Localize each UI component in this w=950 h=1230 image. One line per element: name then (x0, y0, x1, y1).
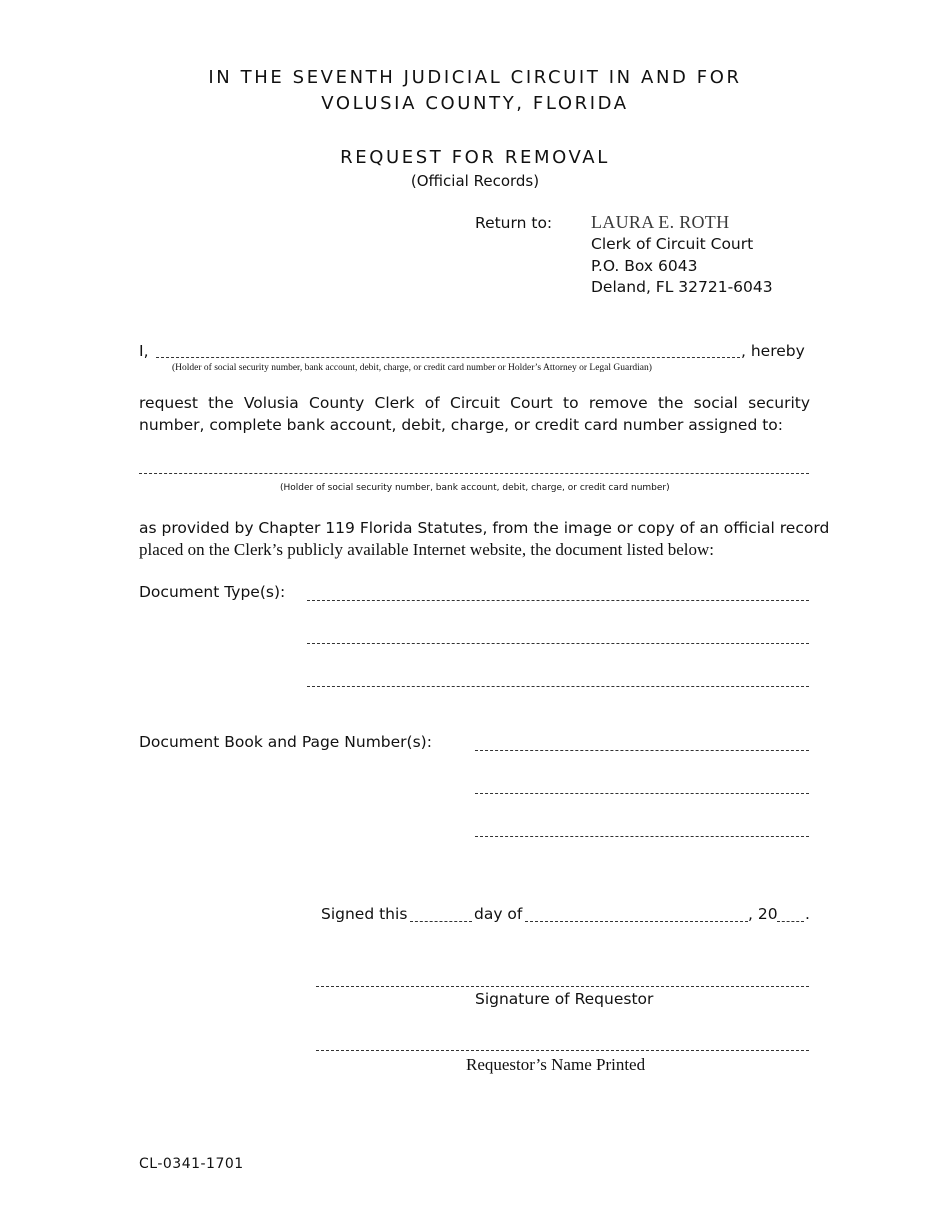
clerk-office: Clerk of Circuit Court (591, 235, 754, 253)
book-page-line-3[interactable] (475, 836, 809, 837)
signed-this-label: Signed this (321, 905, 408, 923)
declaration-suffix: , hereby (741, 342, 805, 360)
return-to-label: Return to: (475, 214, 553, 232)
assignee-caption: (Holder of social security number, bank account, debit, charge, or credit card number) (280, 483, 670, 493)
year-prefix: , 20 (748, 905, 778, 923)
book-page-line-2[interactable] (475, 793, 809, 794)
document-type-line-3[interactable] (307, 686, 809, 687)
document-type-line-2[interactable] (307, 643, 809, 644)
form-subtitle: (Official Records) (410, 172, 540, 190)
printed-name-caption: Requestor’s Name Printed (466, 1055, 646, 1074)
signature-caption: Signature of Requestor (475, 990, 654, 1008)
court-heading-line1: IN THE SEVENTH JUDICIAL CIRCUIT IN AND FOR (208, 67, 742, 88)
form-number: CL-0341-1701 (139, 1156, 244, 1172)
day-of-label: day of (474, 905, 523, 923)
book-page-line-1[interactable] (475, 750, 809, 751)
signed-month-line[interactable] (525, 921, 748, 922)
form-title: REQUEST FOR REMOVAL (340, 147, 610, 168)
court-heading-line2: VOLUSIA COUNTY, FLORIDA (321, 93, 629, 114)
printed-name-line[interactable] (316, 1050, 809, 1051)
signed-year-line[interactable] (777, 921, 804, 922)
document-type-label: Document Type(s): (139, 583, 286, 601)
book-page-label: Document Book and Page Number(s): (139, 733, 432, 751)
signed-day-line[interactable] (410, 921, 472, 922)
declaration-prefix: I, (139, 342, 149, 360)
holder-caption: (Holder of social security number, bank account, debit, charge, or credit card number or Holder’s Attorney or Legal Guardian) (172, 363, 652, 373)
request-line2: number, complete bank account, debit, charge, or credit card number assigned to: (139, 416, 783, 434)
clerk-po-box: P.O. Box 6043 (591, 257, 698, 275)
provided-line1: as provided by Chapter 119 Florida Statutes, from the image or copy of an official record (139, 519, 830, 537)
assignee-line[interactable] (139, 473, 809, 474)
signed-period: . (805, 905, 810, 923)
provided-line2: placed on the Clerk’s publicly available Internet website, the document listed below: (139, 540, 714, 559)
clerk-city: Deland, FL 32721-6043 (591, 278, 773, 296)
signature-line[interactable] (316, 986, 809, 987)
clerk-name-signature: LAURA E. ROTH (591, 212, 730, 232)
document-type-line-1[interactable] (307, 600, 809, 601)
request-line1: request the Volusia County Clerk of Circuit Court to remove the social security (139, 394, 810, 412)
holder-name-line[interactable] (156, 357, 740, 358)
